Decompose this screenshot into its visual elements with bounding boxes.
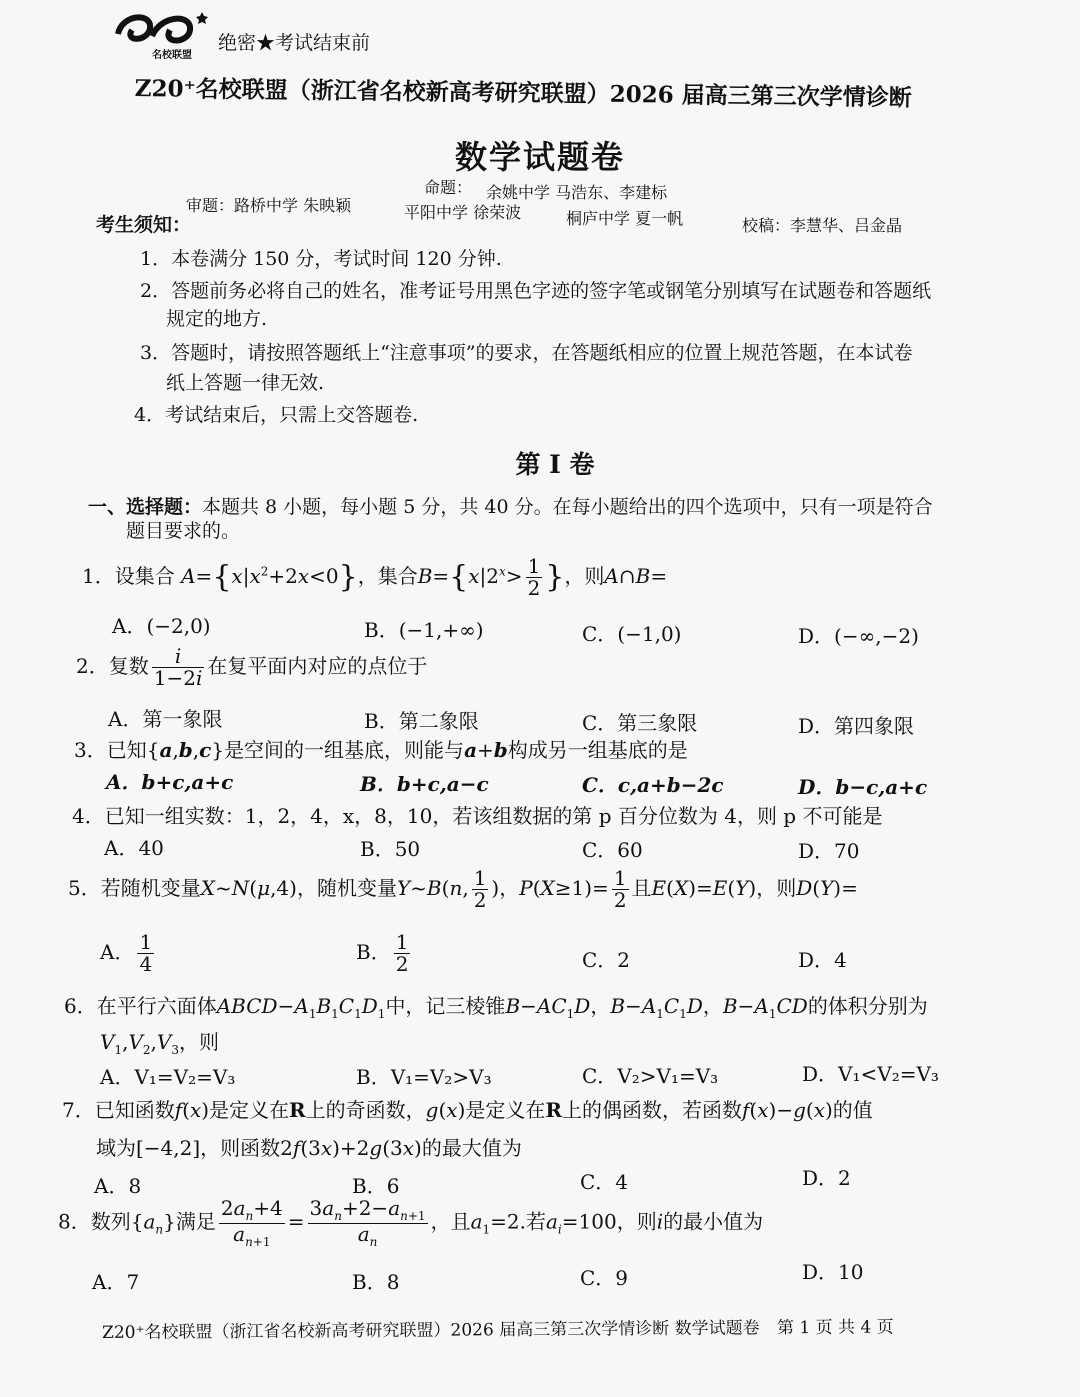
- question-7-line-2: 域为[−4,2]，则函数2f(3x)+2g(3x)的最大值为: [96, 1136, 522, 1160]
- confidential-mark: 绝密★考试结束前: [218, 32, 371, 54]
- question-2: 2．复数 $\frac{i}{1-2i}$ 在复平面内对应的点位于: [76, 644, 428, 690]
- q1-option-c: C．(−1,0): [582, 622, 682, 646]
- q8-option-c: C．9: [580, 1266, 629, 1290]
- logo-text: 名校联盟: [152, 50, 192, 61]
- setters-line-2b: 桐庐中学 夏一帆: [566, 209, 684, 228]
- proofreaders: 校稿：李慧华、吕金晶: [742, 216, 903, 235]
- q6-option-a: A．V₁=V₂=V₃: [100, 1065, 236, 1089]
- question-7: 7．已知函数f(x)是定义在R上的奇函数，g(x)是定义在R上的偶函数，若函数f(x)−g(x)的值: [62, 1098, 873, 1122]
- paper-title: 数学试题卷: [454, 138, 625, 176]
- q7-option-d: D．2: [802, 1166, 851, 1190]
- q3-option-b: B．b+c,a−c: [360, 772, 489, 796]
- q6-option-b: B．V₁=V₂>V₃: [356, 1065, 492, 1089]
- q5-option-a: A． $\frac{1}{4}$: [100, 930, 153, 976]
- question-1: 1．设集合 $A=\{x|x^2+2x<0\}$，集合$B=\{x|2^x>$ $\frac{1}{2}$ }，则A∩B=: [82, 554, 668, 600]
- q1-option-b: B．(−1,+∞): [364, 618, 484, 642]
- part-label: 一、选择题：: [88, 496, 203, 518]
- question-3: 3．已知{a,b,c}是空间的一组基底，则能与a+b构成另一组基底的是: [74, 738, 688, 762]
- notice-heading: 考生须知：: [96, 214, 192, 236]
- q7-option-b: B．6: [352, 1174, 400, 1198]
- page-footer: [102, 1312, 894, 1343]
- q3-option-c: C．c,a+b−2c: [582, 773, 724, 797]
- question-8: 8．数列$\{a_n\}$满足 $\frac{2a_n+4}{a_{n+1}}$ = $\frac{3a_n+2-a_{n+1}}{a_n}$ ，且$a_1=2$.若$a_i=100$，则i的最小值为: [58, 1196, 764, 1249]
- part-instructions-2: 题目要求的。: [126, 520, 241, 542]
- q4-option-d: D．70: [798, 839, 860, 863]
- q2-option-c: C．第三象限: [582, 711, 698, 735]
- notice-item-4: 4．考试结束后，只需上交答题卷.: [134, 404, 419, 426]
- q1-option-a: A．(−2,0): [112, 614, 211, 638]
- setters-label: 命题：: [424, 178, 473, 197]
- reviewers: 审题：路桥中学 朱映颖: [186, 196, 352, 215]
- setters-line-1: 余姚中学 马浩东、李建标: [486, 183, 668, 202]
- notice-item-1: 1．本卷满分 150 分，考试时间 120 分钟.: [140, 248, 502, 270]
- league-logo: [112, 8, 212, 66]
- exam-title: Z20⁺名校联盟（浙江省名校新高考研究联盟）2026 届高三第三次学情诊断: [134, 74, 912, 112]
- q1-stem: 1．设集合: [82, 564, 175, 588]
- notice-item-3a: 3．答题时，请按照答题纸上“注意事项”的要求，在答题纸相应的位置上规范答题，在本试卷: [140, 342, 913, 364]
- notice-item-2b: 规定的地方.: [166, 308, 268, 330]
- question-6: 6．在平行六面体$ABCD-A_1B_1C_1D_1$中，记三棱锥$B-AC_1D$，$B-A_1C_1D$，$B-A_1CD$的体积分别为: [64, 994, 928, 1021]
- q5-option-c: C．2: [582, 948, 631, 972]
- q1-option-d: D．(−∞,−2): [798, 624, 919, 648]
- q3-option-d: D．b−c,a+c: [798, 775, 928, 799]
- q6-option-d: D．V₁<V₂=V₃: [802, 1062, 939, 1086]
- q7-option-c: C．4: [580, 1170, 629, 1194]
- question-5: 5．若随机变量X~N(μ,4)，随机变量Y~B(n, $\frac{1}{2}$ )，P(X≥1)= $\frac{1}{2}$ 且E(X)=E(Y)，则D(Y)=: [68, 866, 858, 912]
- q4-option-b: B．50: [360, 837, 421, 861]
- part-heading: [88, 492, 933, 519]
- part-instructions: 本题共 8 小题，每小题 5 分，共 40 分。在每小题给出的四个选项中，只有一项是符合: [202, 496, 933, 518]
- question-6-line-2: $V_1,V_2,V_3$，则: [100, 1030, 219, 1057]
- q6-option-c: C．V₂>V₁=V₃: [582, 1064, 719, 1088]
- q4-option-c: C．60: [582, 838, 643, 862]
- section-title: 第 I 卷: [515, 450, 595, 479]
- q8-option-b: B．8: [352, 1270, 400, 1294]
- question-4: 4．已知一组实数：1，2，4，x，8，10，若该组数据的第 p 百分位数为 4，则 p 不可能是: [72, 804, 883, 828]
- q7-option-a: A．8: [94, 1174, 142, 1198]
- notice-item-2a: 2．答题前务必将自己的姓名，准考证号用黑色字迹的签字笔或钢笔分别填写在试题卷和答题纸: [140, 280, 932, 302]
- page-number: 第 1 页 共 4 页: [776, 1317, 894, 1339]
- q2-option-b: B．第二象限: [364, 709, 479, 733]
- notice-item-3b: 纸上答题一律无效.: [166, 372, 325, 394]
- q8-option-d: D．10: [802, 1260, 864, 1284]
- q5-option-b: B． $\frac{1}{2}$: [356, 930, 409, 976]
- footer-title: Z20⁺名校联盟（浙江省名校新高考研究联盟）2026 届高三第三次学情诊断 数学试题卷: [102, 1318, 760, 1343]
- q2-option-d: D．第四象限: [798, 714, 915, 738]
- q5-option-d: D．4: [798, 948, 847, 972]
- q8-option-a: A．7: [92, 1270, 140, 1294]
- setters-line-2a: 平阳中学 徐荣波: [404, 203, 522, 222]
- q4-option-a: A．40: [104, 836, 164, 860]
- q2-option-a: A．第一象限: [108, 707, 223, 731]
- q3-option-a: A．b+c,a+c: [106, 770, 234, 794]
